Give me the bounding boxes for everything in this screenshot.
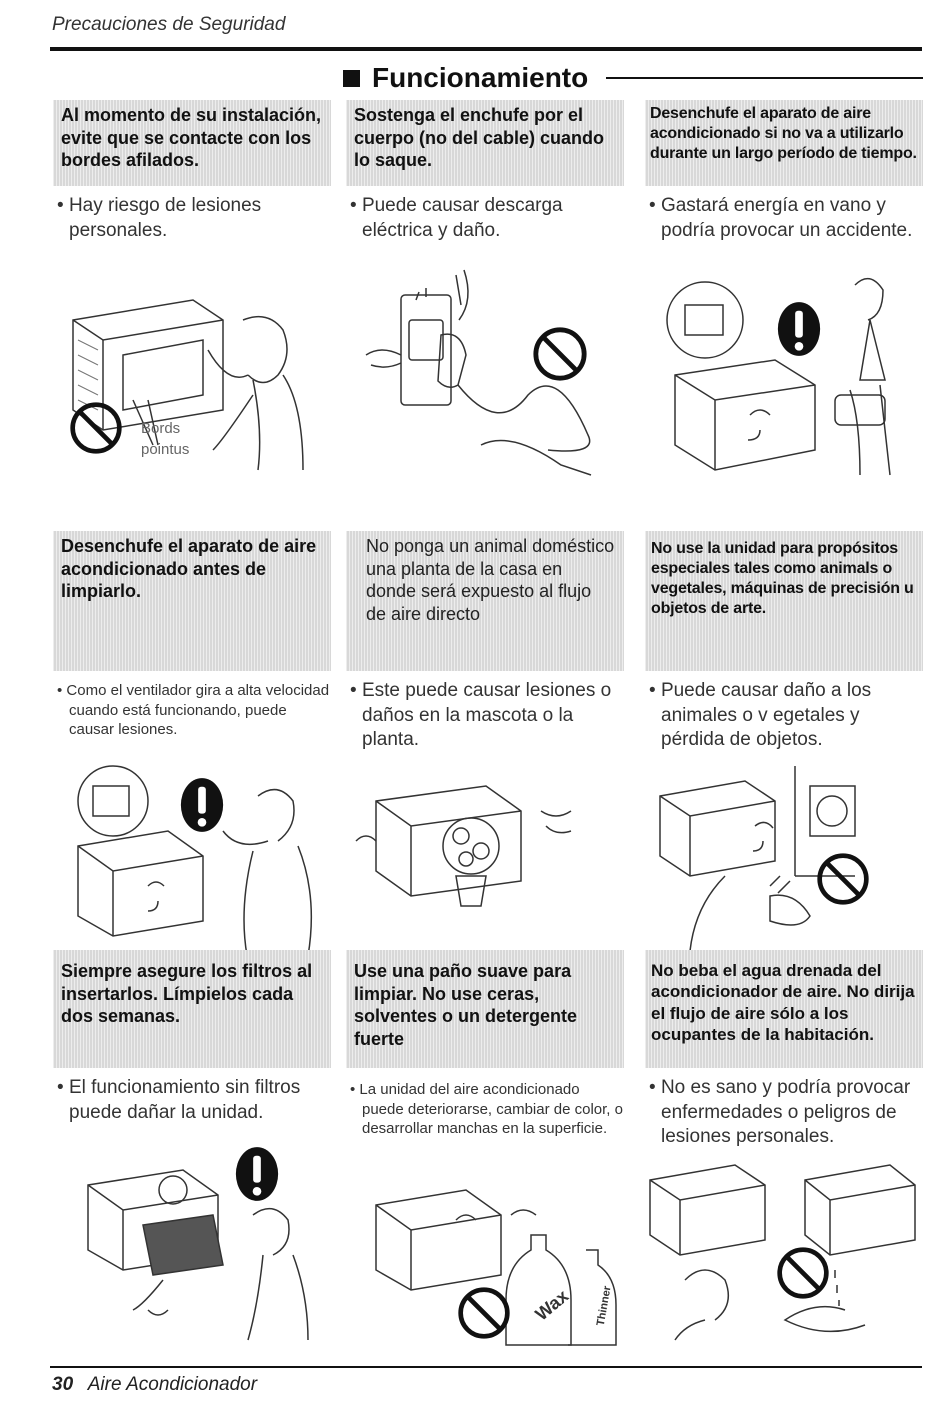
prohibited-icon xyxy=(68,400,124,456)
illustration-special-purpose xyxy=(645,756,923,951)
precaution-caption: Desenchufe el aparato de aire acondicionado si no va a utilizarlo durante un largo período de tiempo. xyxy=(645,100,923,186)
illustration-pet-plant xyxy=(346,771,624,921)
precaution-caption: Sostenga el enchufe por el cuerpo (no del cable) cuando lo saque. xyxy=(346,100,624,186)
precaution-cell-5 xyxy=(346,531,624,753)
precaution-cell-1 xyxy=(53,100,331,458)
figure-label-wax: Wax xyxy=(531,1285,573,1325)
precaution-text: • Puede causar descarga eléctrica y daño. xyxy=(346,194,624,243)
illustration-unplug-long xyxy=(645,265,923,490)
page-number: 30 xyxy=(52,1374,74,1395)
precaution-cell-2 xyxy=(346,100,624,243)
precaution-text: • Gastará energía en vano y podría provocar un accidente. xyxy=(645,194,923,243)
page-footer xyxy=(52,1374,257,1396)
precaution-caption: Use una paño suave para limpiar. No use ceras, solventes o un detergente fuerte xyxy=(346,950,624,1068)
prohibited-icon xyxy=(531,325,589,383)
prohibited-icon xyxy=(815,851,871,907)
precaution-text: • Este puede causar lesiones o daños en la mascota o la planta. xyxy=(346,679,624,753)
figure-label-thinner: Thinner xyxy=(594,1285,614,1327)
precaution-caption: Desenchufe el aparato de aire acondicionado antes de limpiarlo. xyxy=(53,531,331,671)
figure-label-bords: Bords xyxy=(141,420,181,437)
running-header: Precauciones de Seguridad xyxy=(52,14,286,35)
precaution-cell-6 xyxy=(645,531,923,753)
precaution-cell-7 xyxy=(53,950,331,1125)
precaution-cell-4 xyxy=(53,531,331,740)
prohibited-icon xyxy=(456,1285,512,1341)
figure-label-pointus: pointus xyxy=(141,441,190,458)
footer-doc-title: Aire Acondicionador xyxy=(87,1374,258,1395)
precaution-caption: Siempre asegure los filtros al insertarlos. Límpielos cada dos semanas. xyxy=(53,950,331,1068)
illustration-filters xyxy=(53,1145,331,1345)
warning-icon xyxy=(775,300,823,358)
prohibited-icon xyxy=(775,1245,831,1301)
precaution-cell-8 xyxy=(346,950,624,1327)
header-rule xyxy=(50,47,922,51)
precaution-caption: No beba el agua drenada del acondicionador de aire. No dirija el flujo de aire sólo a los ocupantes de la habitación. xyxy=(645,950,923,1068)
precaution-cell-3 xyxy=(645,100,923,243)
square-bullet-icon xyxy=(343,70,360,87)
precaution-text: • Hay riesgo de lesiones personales. xyxy=(53,194,331,243)
footer-rule xyxy=(50,1366,922,1368)
precaution-caption: No ponga un animal doméstico una planta de la casa en donde será expuesto al flujo de aire directo xyxy=(346,531,624,671)
precaution-text: • Como el ventilador gira a alta velocidad cuando está funcionando, puede causar lesiones. xyxy=(53,681,331,740)
precaution-cell-9 xyxy=(645,950,923,1150)
precaution-text: • No es sano y podría provocar enfermedades o peligros de lesiones personales. xyxy=(645,1076,923,1150)
warning-icon xyxy=(233,1145,281,1203)
precaution-text: • La unidad del aire acondicionado puede deteriorarse, cambiar de color, o desarrollar manchas en la superficie. xyxy=(346,1080,624,1139)
section-title: Funcionamiento xyxy=(372,62,589,93)
section-heading xyxy=(343,60,923,96)
precaution-text: • El funcionamiento sin filtros puede dañar la unidad. xyxy=(53,1076,331,1125)
precaution-caption: No use la unidad para propósitos especiales tales como animals o vegetales, máquinas de precisión u objetos de arte. xyxy=(645,531,923,671)
precaution-text: • Puede causar daño a los animales o v egetales y pérdida de objetos. xyxy=(645,679,923,753)
warning-icon xyxy=(178,776,226,834)
heading-rule xyxy=(606,77,923,79)
precaution-caption: Al momento de su instalación, evite que se contacte con los bordes afilados. xyxy=(53,100,331,186)
